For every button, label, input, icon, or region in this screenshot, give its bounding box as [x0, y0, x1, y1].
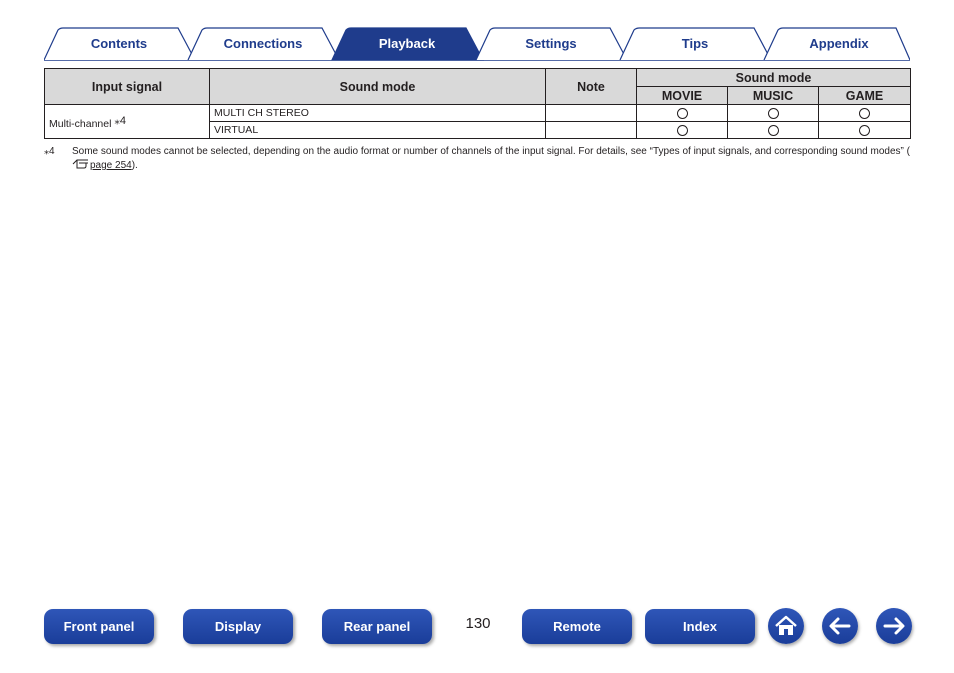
home-icon [768, 608, 804, 644]
tab-appendix[interactable]: Appendix [809, 36, 869, 51]
header-input-signal: Input signal [45, 69, 210, 105]
back-button[interactable] [822, 608, 858, 644]
page-number: 130 [465, 615, 491, 632]
front-panel-button[interactable]: Front panel [44, 609, 154, 644]
rear-panel-button[interactable]: Rear panel [322, 609, 432, 644]
note-cell [546, 122, 637, 139]
music-cell [728, 122, 819, 139]
footnote-ref: ⁎4 [114, 114, 126, 127]
footnote-mark: ⁎4 [44, 146, 55, 157]
remote-button[interactable]: Remote [522, 609, 632, 644]
header-note: Note [546, 69, 637, 105]
arrow-right-icon [876, 608, 912, 644]
top-tab-bar [44, 27, 910, 63]
display-button[interactable]: Display [183, 609, 293, 644]
supported-circle-icon [859, 125, 870, 136]
game-cell [819, 122, 911, 139]
hand-pointer-icon [72, 159, 90, 169]
supported-circle-icon [768, 108, 779, 119]
movie-cell [637, 122, 728, 139]
music-cell [728, 105, 819, 122]
tab-connections[interactable]: Connections [223, 36, 303, 51]
header-sound-mode-group: Sound mode [637, 69, 911, 87]
input-signal-cell [45, 105, 210, 139]
sound-mode-cell: MULTI CH STEREO [210, 105, 546, 122]
header-music: MUSIC [728, 87, 819, 105]
note-cell [546, 105, 637, 122]
footnote-text: Some sound modes cannot be selected, depending on the audio format or number of channels of the input signal. For details, see “Types of input signals, and corresponding sound modes” ( [72, 146, 910, 157]
tab-settings[interactable]: Settings [525, 36, 577, 51]
header-sound-mode: Sound mode [210, 69, 546, 105]
footnote-text-block [72, 145, 910, 173]
supported-circle-icon [859, 108, 870, 119]
supported-circle-icon [677, 125, 688, 136]
footnote [44, 145, 910, 173]
header-game: GAME [819, 87, 911, 105]
tab-playback[interactable]: Playback [378, 36, 436, 51]
input-signal-label: Multi-channel [49, 117, 112, 130]
supported-circle-icon [677, 108, 688, 119]
index-button[interactable]: Index [645, 609, 755, 644]
tab-tips[interactable]: Tips [681, 36, 709, 51]
arrow-left-icon [822, 608, 858, 644]
table-row [45, 105, 911, 122]
forward-button[interactable] [876, 608, 912, 644]
tab-contents[interactable]: Contents [90, 36, 148, 51]
page-link[interactable]: page 254 [90, 160, 132, 171]
movie-cell [637, 105, 728, 122]
supported-circle-icon [768, 125, 779, 136]
header-movie: MOVIE [637, 87, 728, 105]
home-button[interactable] [768, 608, 804, 644]
game-cell [819, 105, 911, 122]
sound-mode-cell: VIRTUAL [210, 122, 546, 139]
sound-mode-table [44, 68, 911, 139]
footnote-tail: ). [131, 160, 138, 171]
